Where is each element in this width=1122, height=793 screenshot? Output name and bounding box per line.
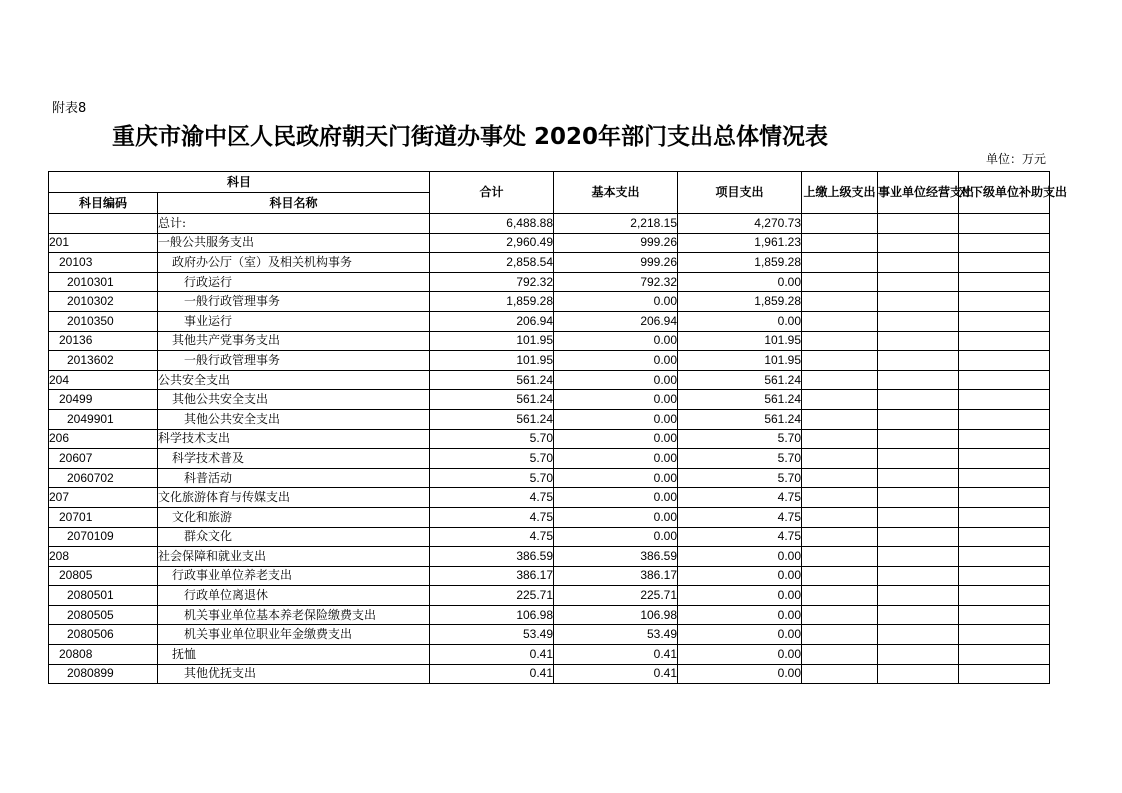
- cell-upper-payment: [802, 370, 878, 390]
- table-row: [49, 527, 1050, 547]
- cell-total: 1,859.28: [430, 292, 554, 312]
- cell-subsidy: [959, 370, 1050, 390]
- cell-basic: 0.00: [554, 292, 678, 312]
- cell-subsidy: [959, 272, 1050, 292]
- cell-code: 204: [49, 370, 158, 390]
- cell-total: 0.41: [430, 664, 554, 684]
- cell-code: 20808: [49, 645, 158, 665]
- header-basic: 基本支出: [554, 172, 678, 214]
- table-row: [49, 409, 1050, 429]
- cell-code: 2080506: [49, 625, 158, 645]
- cell-total: 4.75: [430, 507, 554, 527]
- table-row: [49, 449, 1050, 469]
- unit-label: 单位：万元: [985, 152, 1046, 166]
- header-upper-payment: 上缴上级支出: [802, 172, 878, 214]
- cell-upper-payment: [802, 253, 878, 273]
- cell-name: 科学技术普及: [158, 449, 430, 469]
- cell-business: [878, 664, 959, 684]
- cell-name: 一般行政管理事务: [158, 351, 430, 371]
- cell-basic: 0.00: [554, 390, 678, 410]
- cell-business: [878, 233, 959, 253]
- cell-upper-payment: [802, 566, 878, 586]
- cell-name: 其他公共安全支出: [158, 390, 430, 410]
- cell-code: 206: [49, 429, 158, 449]
- cell-total: 4.75: [430, 488, 554, 508]
- cell-business: [878, 409, 959, 429]
- cell-name: 科普活动: [158, 468, 430, 488]
- cell-subsidy: [959, 331, 1050, 351]
- table-row: [49, 625, 1050, 645]
- cell-total: 4.75: [430, 527, 554, 547]
- cell-project: 561.24: [678, 370, 802, 390]
- cell-total: 561.24: [430, 390, 554, 410]
- cell-project: 0.00: [678, 272, 802, 292]
- cell-subsidy: [959, 507, 1050, 527]
- cell-upper-payment: [802, 547, 878, 567]
- table-row: [49, 311, 1050, 331]
- cell-name: 行政事业单位养老支出: [158, 566, 430, 586]
- cell-name: 机关事业单位职业年金缴费支出: [158, 625, 430, 645]
- cell-total: 101.95: [430, 331, 554, 351]
- cell-basic: 0.00: [554, 331, 678, 351]
- cell-business: [878, 547, 959, 567]
- cell-name: 公共安全支出: [158, 370, 430, 390]
- cell-business: [878, 370, 959, 390]
- cell-name: 其他共产党事务支出: [158, 331, 430, 351]
- cell-name: 文化旅游体育与传媒支出: [158, 488, 430, 508]
- table-row: [49, 645, 1050, 665]
- cell-subsidy: [959, 586, 1050, 606]
- cell-project: 5.70: [678, 449, 802, 469]
- cell-code: [49, 214, 158, 234]
- cell-project: 4,270.73: [678, 214, 802, 234]
- table-row: [49, 292, 1050, 312]
- cell-basic: 225.71: [554, 586, 678, 606]
- cell-basic: 999.26: [554, 253, 678, 273]
- cell-business: [878, 605, 959, 625]
- cell-project: 1,859.28: [678, 292, 802, 312]
- table-row: [49, 566, 1050, 586]
- cell-project: 1,859.28: [678, 253, 802, 273]
- table-row: [49, 429, 1050, 449]
- cell-business: [878, 272, 959, 292]
- cell-project: 561.24: [678, 390, 802, 410]
- cell-business: [878, 390, 959, 410]
- cell-business: [878, 566, 959, 586]
- cell-code: 2080505: [49, 605, 158, 625]
- cell-subsidy: [959, 645, 1050, 665]
- cell-total: 561.24: [430, 409, 554, 429]
- table-row: [49, 547, 1050, 567]
- cell-total: 225.71: [430, 586, 554, 606]
- cell-business: [878, 468, 959, 488]
- table-body: [49, 214, 1050, 684]
- cell-project: 4.75: [678, 507, 802, 527]
- cell-upper-payment: [802, 311, 878, 331]
- cell-project: 0.00: [678, 625, 802, 645]
- cell-name: 社会保障和就业支出: [158, 547, 430, 567]
- cell-upper-payment: [802, 429, 878, 449]
- cell-code: 20805: [49, 566, 158, 586]
- cell-code: 20136: [49, 331, 158, 351]
- cell-total: 386.17: [430, 566, 554, 586]
- cell-subsidy: [959, 429, 1050, 449]
- table-row: [49, 214, 1050, 234]
- cell-project: 0.00: [678, 547, 802, 567]
- cell-business: [878, 527, 959, 547]
- cell-upper-payment: [802, 507, 878, 527]
- cell-project: 101.95: [678, 331, 802, 351]
- cell-project: 4.75: [678, 488, 802, 508]
- cell-project: 4.75: [678, 527, 802, 547]
- cell-project: 101.95: [678, 351, 802, 371]
- cell-name: 群众文化: [158, 527, 430, 547]
- cell-basic: 206.94: [554, 311, 678, 331]
- cell-total: 0.41: [430, 645, 554, 665]
- cell-business: [878, 507, 959, 527]
- cell-upper-payment: [802, 488, 878, 508]
- cell-subsidy: [959, 253, 1050, 273]
- cell-business: [878, 625, 959, 645]
- cell-subsidy: [959, 214, 1050, 234]
- cell-code: 2010301: [49, 272, 158, 292]
- cell-business: [878, 429, 959, 449]
- cell-name: 文化和旅游: [158, 507, 430, 527]
- cell-project: 5.70: [678, 468, 802, 488]
- cell-subsidy: [959, 547, 1050, 567]
- cell-subsidy: [959, 409, 1050, 429]
- cell-upper-payment: [802, 409, 878, 429]
- cell-project: 5.70: [678, 429, 802, 449]
- table-row: [49, 390, 1050, 410]
- cell-name: 政府办公厅（室）及相关机构事务: [158, 253, 430, 273]
- cell-business: [878, 214, 959, 234]
- cell-business: [878, 292, 959, 312]
- cell-upper-payment: [802, 351, 878, 371]
- cell-code: 2010302: [49, 292, 158, 312]
- cell-project: 561.24: [678, 409, 802, 429]
- cell-project: 0.00: [678, 311, 802, 331]
- cell-total: 2,960.49: [430, 233, 554, 253]
- cell-name: 其他公共安全支出: [158, 409, 430, 429]
- cell-business: [878, 311, 959, 331]
- cell-basic: 0.00: [554, 527, 678, 547]
- table-row: [49, 488, 1050, 508]
- cell-upper-payment: [802, 272, 878, 292]
- cell-upper-payment: [802, 527, 878, 547]
- cell-subsidy: [959, 449, 1050, 469]
- cell-total: 5.70: [430, 449, 554, 469]
- cell-name: 行政运行: [158, 272, 430, 292]
- cell-basic: 0.00: [554, 468, 678, 488]
- cell-total: 5.70: [430, 468, 554, 488]
- cell-project: 0.00: [678, 566, 802, 586]
- cell-code: 2013602: [49, 351, 158, 371]
- cell-subsidy: [959, 527, 1050, 547]
- cell-name: 总计:: [158, 214, 430, 234]
- cell-code: 208: [49, 547, 158, 567]
- cell-project: 1,961.23: [678, 233, 802, 253]
- cell-upper-payment: [802, 214, 878, 234]
- cell-upper-payment: [802, 645, 878, 665]
- table-row: [49, 370, 1050, 390]
- cell-subsidy: [959, 233, 1050, 253]
- cell-code: 20701: [49, 507, 158, 527]
- cell-basic: 0.00: [554, 449, 678, 469]
- cell-total: 6,488.88: [430, 214, 554, 234]
- expenditure-table: [48, 171, 1068, 684]
- cell-business: [878, 449, 959, 469]
- cell-upper-payment: [802, 331, 878, 351]
- table-row: [49, 664, 1050, 684]
- cell-upper-payment: [802, 292, 878, 312]
- cell-total: 792.32: [430, 272, 554, 292]
- cell-name: 行政单位离退休: [158, 586, 430, 606]
- cell-code: 2049901: [49, 409, 158, 429]
- cell-basic: 0.41: [554, 645, 678, 665]
- cell-subsidy: [959, 605, 1050, 625]
- cell-subsidy: [959, 351, 1050, 371]
- header-subject-code: 科目编码: [49, 193, 158, 214]
- cell-basic: 386.17: [554, 566, 678, 586]
- cell-basic: 0.00: [554, 409, 678, 429]
- table-row: [49, 351, 1050, 371]
- cell-code: 2080899: [49, 664, 158, 684]
- cell-upper-payment: [802, 586, 878, 606]
- cell-basic: 53.49: [554, 625, 678, 645]
- table-row: [49, 507, 1050, 527]
- cell-subsidy: [959, 625, 1050, 645]
- table-row: [49, 468, 1050, 488]
- cell-code: 201: [49, 233, 158, 253]
- cell-business: [878, 488, 959, 508]
- cell-project: 0.00: [678, 645, 802, 665]
- cell-name: 科学技术支出: [158, 429, 430, 449]
- cell-basic: 999.26: [554, 233, 678, 253]
- cell-basic: 0.00: [554, 488, 678, 508]
- cell-basic: 2,218.15: [554, 214, 678, 234]
- cell-subsidy: [959, 390, 1050, 410]
- table-row: [49, 586, 1050, 606]
- cell-business: [878, 351, 959, 371]
- header-subsidy: 对下级单位补助支出: [959, 172, 1050, 214]
- cell-upper-payment: [802, 449, 878, 469]
- cell-subsidy: [959, 311, 1050, 331]
- cell-basic: 386.59: [554, 547, 678, 567]
- cell-code: 2080501: [49, 586, 158, 606]
- cell-business: [878, 645, 959, 665]
- cell-subsidy: [959, 468, 1050, 488]
- table-row: [49, 253, 1050, 273]
- cell-total: 106.98: [430, 605, 554, 625]
- cell-code: 2060702: [49, 468, 158, 488]
- cell-code: 207: [49, 488, 158, 508]
- cell-business: [878, 331, 959, 351]
- cell-basic: 792.32: [554, 272, 678, 292]
- cell-upper-payment: [802, 625, 878, 645]
- cell-basic: 0.41: [554, 664, 678, 684]
- header-total: 合计: [430, 172, 554, 214]
- cell-project: 0.00: [678, 664, 802, 684]
- page-title: 重庆市渝中区人民政府朝天门街道办事处 2020年部门支出总体情况表: [112, 124, 829, 150]
- cell-code: 20607: [49, 449, 158, 469]
- cell-subsidy: [959, 488, 1050, 508]
- cell-business: [878, 253, 959, 273]
- cell-code: 2010350: [49, 311, 158, 331]
- appendix-label: 附表8: [52, 101, 87, 116]
- cell-upper-payment: [802, 390, 878, 410]
- cell-project: 0.00: [678, 586, 802, 606]
- cell-name: 机关事业单位基本养老保险缴费支出: [158, 605, 430, 625]
- header-project: 项目支出: [678, 172, 802, 214]
- cell-basic: 106.98: [554, 605, 678, 625]
- cell-basic: 0.00: [554, 507, 678, 527]
- cell-subsidy: [959, 566, 1050, 586]
- cell-name: 其他优抚支出: [158, 664, 430, 684]
- cell-total: 206.94: [430, 311, 554, 331]
- cell-upper-payment: [802, 468, 878, 488]
- header-subject-name: 科目名称: [158, 193, 430, 214]
- cell-total: 5.70: [430, 429, 554, 449]
- cell-code: 20499: [49, 390, 158, 410]
- table-row: [49, 331, 1050, 351]
- cell-subsidy: [959, 292, 1050, 312]
- cell-project: 0.00: [678, 605, 802, 625]
- cell-total: 101.95: [430, 351, 554, 371]
- cell-name: 事业运行: [158, 311, 430, 331]
- cell-name: 一般行政管理事务: [158, 292, 430, 312]
- header-business: 事业单位经营支出: [878, 172, 959, 214]
- cell-total: 561.24: [430, 370, 554, 390]
- table-row: [49, 233, 1050, 253]
- cell-basic: 0.00: [554, 370, 678, 390]
- cell-subsidy: [959, 664, 1050, 684]
- cell-name: 一般公共服务支出: [158, 233, 430, 253]
- cell-total: 53.49: [430, 625, 554, 645]
- cell-upper-payment: [802, 664, 878, 684]
- cell-code: 20103: [49, 253, 158, 273]
- table-row: [49, 272, 1050, 292]
- header-subject-group: 科目: [49, 172, 430, 193]
- cell-basic: 0.00: [554, 351, 678, 371]
- cell-business: [878, 586, 959, 606]
- cell-total: 2,858.54: [430, 253, 554, 273]
- cell-basic: 0.00: [554, 429, 678, 449]
- cell-name: 抚恤: [158, 645, 430, 665]
- cell-upper-payment: [802, 605, 878, 625]
- cell-total: 386.59: [430, 547, 554, 567]
- cell-upper-payment: [802, 233, 878, 253]
- cell-code: 2070109: [49, 527, 158, 547]
- table-row: [49, 605, 1050, 625]
